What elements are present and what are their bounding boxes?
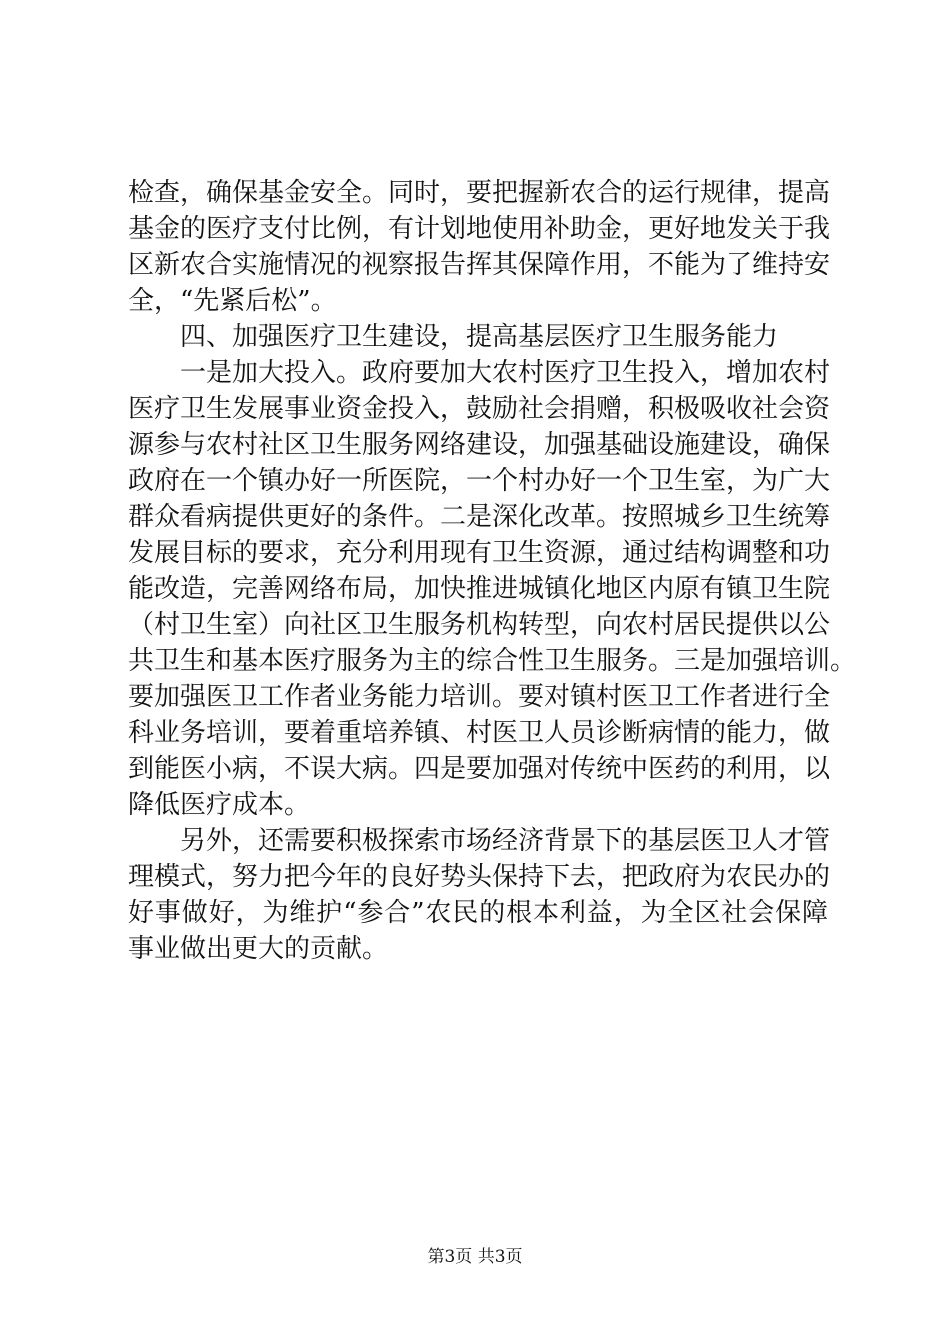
text-line: 医疗卫生发展事业资金投入，鼓励社会捐赠，积极吸收社会资: [128, 394, 831, 424]
text-line: 降低医疗成本。: [128, 790, 311, 820]
page-footer: 第3页 共3页: [427, 1247, 523, 1267]
text-line: 科业务培训，要着重培养镇、村医卫人员诊断病情的能力，做: [128, 718, 831, 748]
text-line: 政府在一个镇办好一所医院，一个村办好一个卫生室，为广大: [128, 466, 831, 496]
text-line: 发展目标的要求，充分利用现有卫生资源，通过结构调整和功: [128, 538, 831, 568]
text-line: 到能医小病，不误大病。四是要加强对传统中医药的利用，以: [128, 754, 831, 784]
text-line: 共卫生和基本医疗服务为主的综合性卫生服务。三是加强培训。: [128, 646, 857, 676]
text-line: 区新农合实施情况的视察报告挥其保障作用，不能为了维持安: [128, 250, 831, 280]
text-line: 理模式，努力把今年的良好势头保持下去，把政府为农民办的: [128, 862, 831, 892]
text-line: 四、加强医疗卫生建设，提高基层医疗卫生服务能力: [128, 322, 779, 352]
text-line: 另外，还需要积极探索市场经济背景下的基层医卫人才管: [128, 826, 831, 856]
text-line: 好事做好，为维护“参合”农民的根本利益，为全区社会保障: [128, 898, 828, 928]
text-line: 要加强医卫工作者业务能力培训。要对镇村医卫工作者进行全: [128, 682, 831, 712]
text-line: 事业做出更大的贡献。: [128, 934, 389, 964]
text-line: 群众看病提供更好的条件。二是深化改革。按照城乡卫生统筹: [128, 502, 831, 532]
text-line: 检查，确保基金安全。同时，要把握新农合的运行规律，提高: [128, 178, 831, 208]
text-line: 一是加大投入。政府要加大农村医疗卫生投入，增加农村: [128, 358, 831, 388]
text-line: 全，“先紧后松”。: [128, 286, 337, 316]
text-line: 基金的医疗支付比例，有计划地使用补助金，更好地发关于我: [128, 214, 831, 244]
text-line: （村卫生室）向社区卫生服务机构转型，向农村居民提供以公: [128, 610, 831, 640]
text-line: 源参与农村社区卫生服务网络建设，加强基础设施建设，确保: [128, 430, 831, 460]
text-line: 能改造，完善网络布局，加快推进城镇化地区内原有镇卫生院: [128, 574, 831, 604]
document-body: [128, 175, 857, 967]
